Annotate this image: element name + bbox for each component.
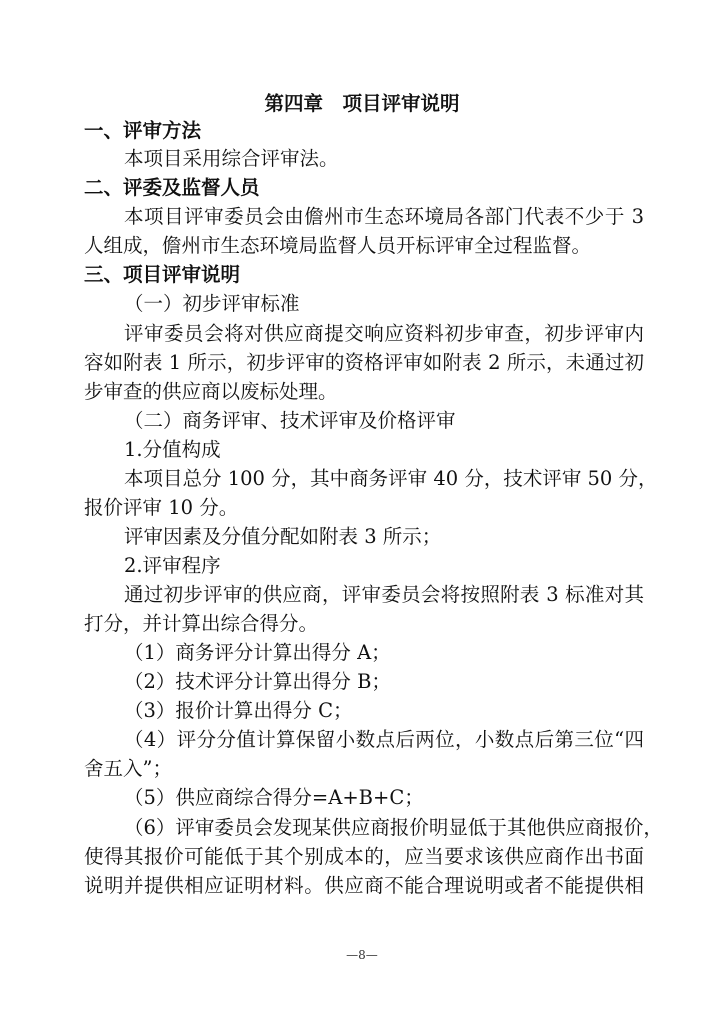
section-heading-committee: 二、评委及监督人员: [84, 176, 260, 199]
paragraph-line: 通过初步评审的供应商，评审委员会将按照附表 3 标准对其: [124, 583, 644, 606]
list-item: （2）技术评分计算出得分 B；: [124, 670, 391, 693]
paragraph-line: 本项目总分 100 分，其中商务评审 40 分，技术评审 50 分，: [124, 467, 658, 490]
list-item: （5）供应商综合得分=A+B+C；: [124, 786, 424, 809]
subheading-business-tech-price: （二）商务评审、技术评审及价格评审: [124, 409, 456, 432]
list-item-continuation: 舍五入”；: [84, 757, 172, 780]
paragraph-line: 报价评审 10 分。: [84, 496, 239, 519]
paragraph-line: 人组成，儋州市生态环境局监督人员开标评审全过程监督。: [84, 234, 592, 257]
list-item: （6）评审委员会发现某供应商报价明显低于其他供应商报价，: [124, 816, 663, 839]
paragraph: 本项目采用综合评审法。: [124, 147, 339, 170]
subheading-preliminary: （一）初步评审标准: [124, 292, 300, 315]
item-score-composition: 1.分值构成: [124, 438, 221, 461]
list-item: （1）商务评分计算出得分 A；: [124, 641, 391, 664]
paragraph-line: 本项目评审委员会由儋州市生态环境局各部门代表不少于 3: [124, 205, 644, 228]
page-number: —8—: [346, 948, 378, 962]
paragraph-line: 评审因素及分值分配如附表 3 所示；: [124, 525, 442, 548]
list-item-continuation: 说明并提供相应证明材料。供应商不能合理说明或者不能提供相: [84, 874, 644, 897]
paragraph-line: 打分，并计算出综合得分。: [84, 612, 319, 635]
section-heading-review: 三、项目评审说明: [84, 263, 241, 286]
list-item: （3）报价计算出得分 C；: [124, 699, 353, 722]
list-item: （4）评分分值计算保留小数点后两位，小数点后第三位“四: [124, 728, 644, 751]
list-item-continuation: 使得其报价可能低于其个别成本的，应当要求该供应商作出书面: [84, 845, 644, 868]
section-heading-method: 一、评审方法: [84, 119, 202, 142]
paragraph-line: 评审委员会将对供应商提交响应资料初步审查，初步评审内: [124, 322, 644, 345]
item-review-procedure: 2.评审程序: [124, 554, 221, 577]
chapter-title: 第四章 项目评审说明: [264, 92, 460, 115]
paragraph-line: 步审查的供应商以废标处理。: [84, 380, 338, 403]
paragraph-line: 容如附表 1 所示，初步评审的资格评审如附表 2 所示，未通过初: [84, 351, 644, 374]
